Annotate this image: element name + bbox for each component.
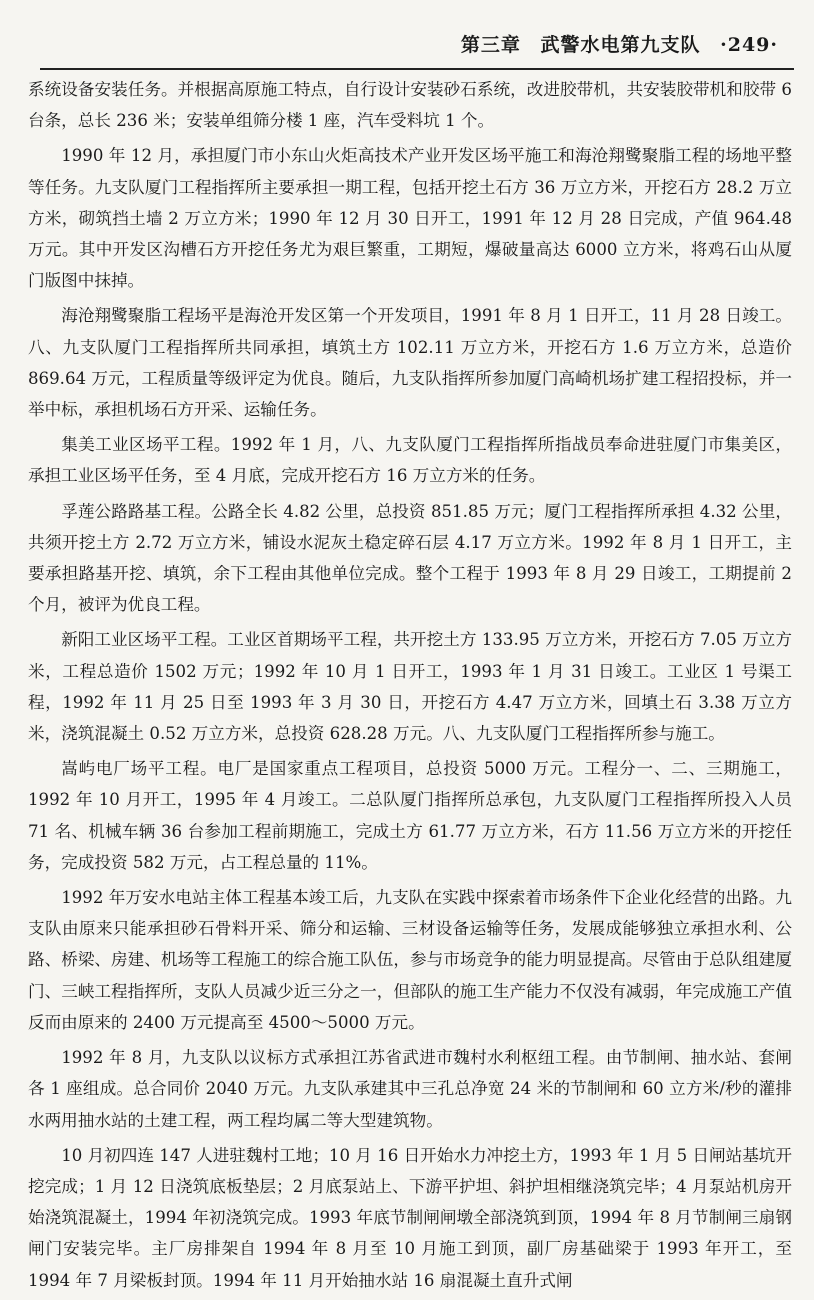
paragraph: 孚莲公路路基工程。公路全长 4.82 公里，总投资 851.85 万元；厦门工程指挥所承担 4.32 公里，共须开挖土方 2.72 万立方米，铺设水泥灰土稳定碎石层 4.17 万立方米。1992 年 8 月 1 日开工，主要承担路基开挖、填筑，余下工程由其他单位完成。整个工程于 1993 年 8 月 29 日竣工，工期提前 2 个月，被评为优良工程。 xyxy=(28,501,792,615)
chapter-label: 第三章 xyxy=(460,34,521,56)
paragraph: 10 月初四连 147 人进驻魏村工地；10 月 16 日开始水力冲挖土方，1993 年 1 月 5 日闸站基坑开挖完成；1 月 12 日浇筑底板垫层；2 月底泵站上、下游平护坦、斜护坦相继浇筑完毕；4 月泵站机房开始浇筑混凝土，1994 年初浇筑完成。1993 年底节制闸闸墩全部浇筑到顶，1994 年 8 月节制闸三扇钢闸门安装完毕。主厂房排架自 1994 年 8 月至 10 月施工到顶，副厂房基础梁于 1993 年开工，至 1994 年 7 月梁板封顶。1994 年 11 月开始抽水站 16 扇混凝土直升式闸 xyxy=(28,1145,792,1290)
paragraph: 新阳工业区场平工程。工业区首期场平工程，共开挖土方 133.95 万立方米，开挖石方 7.05 万立方米，工程总造价 1502 万元；1992 年 10 月 1 日开工，1993 年 1 月 31 日竣工。工业区 1 号渠工程，1992 年 11 月 25 日至 1993 年 3 月 30 日，开挖石方 4.47 万立方米，回填土石 3.38 万立方米，浇筑混凝土 0.52 万立方米，总投资 628.28 万元。八、九支队厦门工程指挥所参与施工。 xyxy=(28,630,792,744)
header-text xyxy=(449,30,778,57)
paragraph: 系统设备安装任务。并根据高原施工特点，自行设计安装砂石系统，改进胶带机，共安装胶带机和胶带 6 台条，总长 236 米；安装单组筛分楼 1 座，汽车受料坑 1 个。 xyxy=(28,80,792,131)
paragraph: 嵩屿电厂场平工程。电厂是国家重点工程项目，总投资 5000 万元。工程分一、二、三期施工，1992 年 10 月开工，1995 年 4 月竣工。二总队厦门指挥所总承包，九支队厦门工程指挥所投入人员 71 名、机械车辆 36 台参加工程前期施工，完成土方 61.77 万立方米，石方 11.56 万立方米的开挖任务，完成投资 582 万元，占工程总量的 11%。 xyxy=(28,759,792,872)
body-text xyxy=(28,74,792,1300)
paragraph: 1990 年 12 月，承担厦门市小东山火炬高技术产业开发区场平施工和海沧翔鹭聚脂工程的场地平整等任务。九支队厦门工程指挥所主要承担一期工程，包括开挖土石方 36 万立方米，开挖石方 28.2 万立方米，砌筑挡土墙 2 万立方米；1990 年 12 月 30 日开工，1991 年 12 月 28 日完成，产值 964.48 万元。其中开发区沟槽石方开挖任务尤为艰巨繁重，工期短，爆破量高达 6000 立方米，将鸡石山从厦门版图中抹掉。 xyxy=(28,146,792,291)
running-header xyxy=(40,20,794,70)
section-title: 武警水电第九支队 xyxy=(540,34,701,56)
paragraph: 集美工业区场平工程。1992 年 1 月，八、九支队厦门工程指挥所指战员奉命进驻厦门市集美区，承担工业区场平任务，至 4 月底，完成开挖石方 16 万立方米的任务。 xyxy=(28,435,792,486)
paragraph: 海沧翔鹭聚脂工程场平是海沧开发区第一个开发项目，1991 年 8 月 1 日开工，11 月 28 日竣工。八、九支队厦门工程指挥所共同承担，填筑土方 102.11 万立方米，开挖石方 1.6 万立方米，总造价 869.64 万元，工程质量等级评定为优良。随后，九支队指挥所参加厦门高崎机场扩建工程招投标，并一举中标，承担机场石方开采、运输任务。 xyxy=(28,306,792,420)
paragraph: 1992 年万安水电站主体工程基本竣工后，九支队在实践中探索着市场条件下企业化经营的出路。九支队由原来只能承担砂石骨料开采、筛分和运输、三材设备运输等任务，发展成能够独立承担水利、公路、桥梁、房建、机场等工程施工的综合施工队伍，参与市场竞争的能力明显提高。尽管由于总队组建厦门、三峡工程指挥所，支队人员减少近三分之一，但部队的施工生产能力不仅没有减弱，年完成施工产值反而由原来的 2400 万元提高至 4500～5000 万元。 xyxy=(28,888,792,1032)
paragraph: 1992 年 8 月，九支队以议标方式承担江苏省武进市魏村水利枢纽工程。由节制闸、抽水站、套闸各 1 座组成。总合同价 2040 万元。九支队承建其中三孔总净宽 24 米的节制闸和 60 立方米/秒的灌排水两用抽水站的土建工程，两工程均属二等大型建筑物。 xyxy=(28,1048,792,1130)
page-number: ·249· xyxy=(720,34,778,56)
